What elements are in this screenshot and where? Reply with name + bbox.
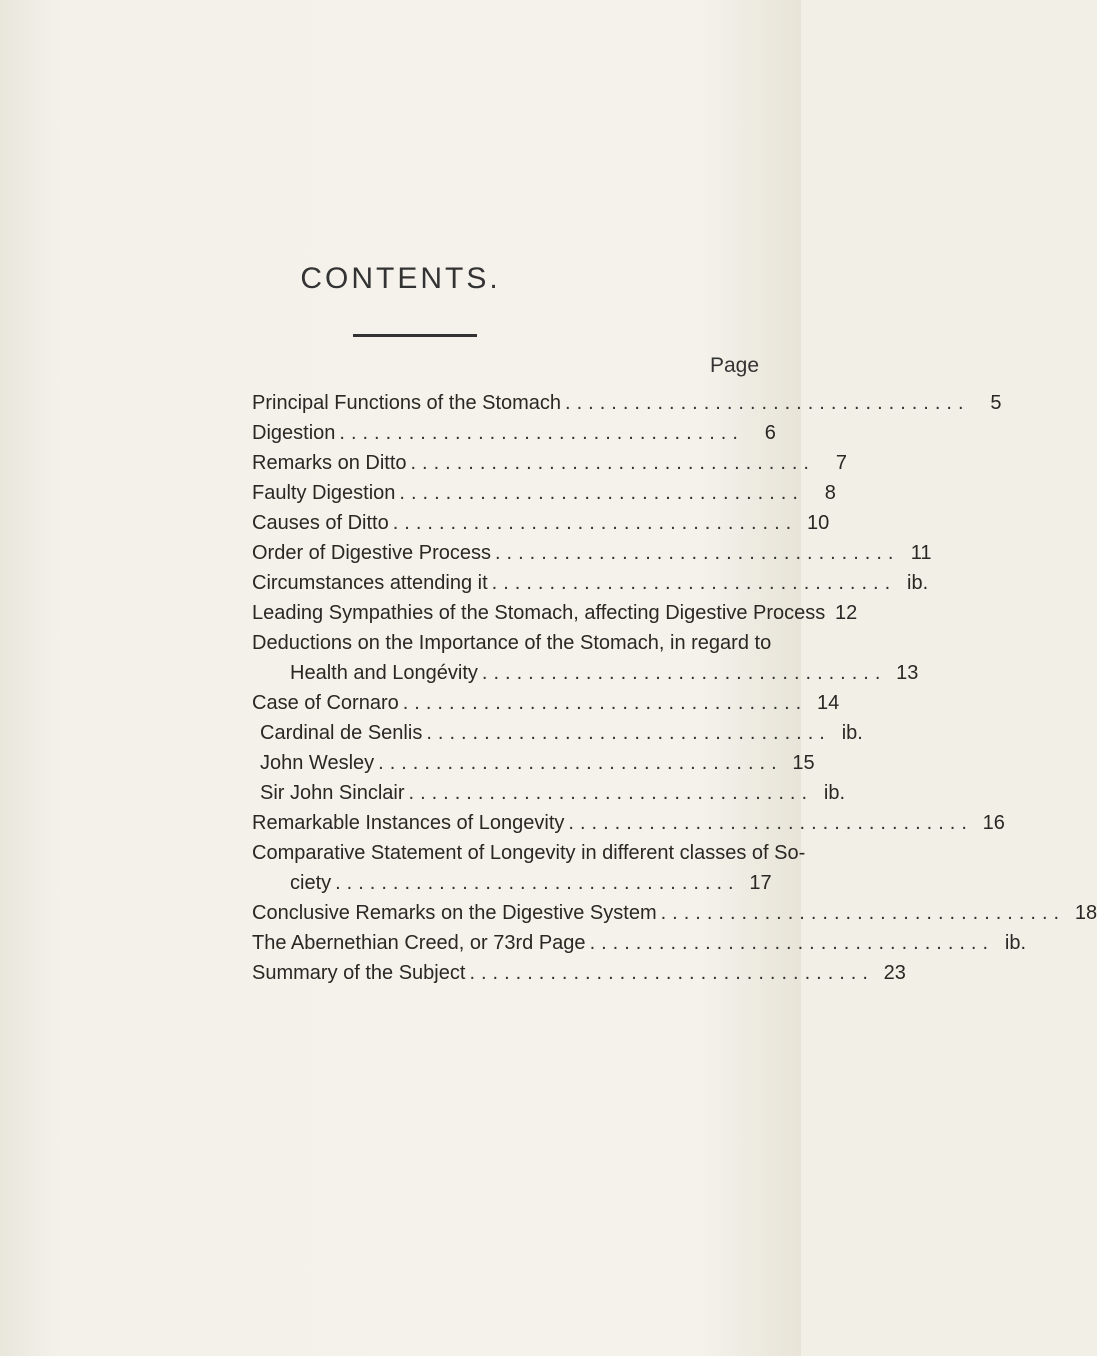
toc-entry-label: Circumstances attending it [252, 572, 488, 594]
page-column-label: Page [710, 354, 760, 377]
toc-entry-label: Deductions on the Importance of the Stomach, in regard to [252, 632, 772, 654]
toc-entry [252, 452, 847, 482]
toc-entry [252, 392, 1002, 422]
toc-entry-page: 18 [1074, 902, 1097, 924]
toc-entry-label: Order of Digestive Process [252, 542, 491, 564]
dot-leader: ................................... [494, 542, 900, 564]
dot-leader: ................................... [402, 692, 808, 714]
toc-entry [252, 632, 772, 662]
dot-leader: ................................... [408, 782, 813, 804]
dot-leader: ................................... [491, 572, 897, 594]
toc-entry-label: Summary of the Subject [252, 962, 466, 984]
dot-leader: ................................... [660, 902, 1066, 924]
toc-entry [252, 482, 836, 512]
dot-leader: ................................... [568, 812, 973, 834]
toc-entry-label: Causes of Ditto [252, 512, 389, 534]
dot-leader: ................................... [426, 722, 831, 744]
toc-entry-page: 12 [835, 602, 858, 624]
toc-entry-page: 15 [792, 752, 815, 774]
toc-entry-label: Case of Cornaro [252, 692, 399, 714]
toc-entry [252, 602, 858, 632]
toc-entry [252, 512, 830, 542]
dot-leader: ................................... [378, 752, 783, 774]
dot-leader: ................................... [469, 962, 874, 984]
toc-entry [252, 542, 932, 572]
toc-entry-label: Cardinal de Senlis [260, 722, 423, 744]
toc-entry-page: 16 [982, 812, 1005, 834]
toc-entry-label: Remarks on Ditto [252, 452, 407, 474]
toc-entry-page: 13 [896, 662, 919, 684]
toc-entry-page: 7 [835, 452, 847, 474]
toc-entry-label: Sir John Sinclair [260, 782, 405, 804]
dot-leader: ................................... [392, 512, 798, 534]
toc-entry-page: ib. [907, 572, 929, 594]
toc-entry-page: 8 [824, 482, 836, 504]
toc-entry-page: ib. [823, 782, 845, 804]
toc-entry-label: Faulty Digestion [252, 482, 396, 504]
toc-entry-label: Digestion [252, 422, 336, 444]
dot-leader: ................................... [481, 662, 887, 684]
toc-entry [252, 962, 906, 992]
toc-entry-label: Comparative Statement of Longevity in different classes of So- [252, 842, 806, 864]
toc-entry-label: Principal Functions of the Stomach [252, 392, 562, 414]
toc-entry-label: John Wesley [260, 752, 375, 774]
toc-entry [252, 422, 776, 452]
toc-entry-continuation [290, 662, 919, 692]
dot-leader: ................................... [589, 932, 995, 954]
dot-leader: ................................... [399, 482, 804, 504]
toc-entry [252, 692, 840, 722]
toc-entry-page: 14 [816, 692, 840, 714]
toc-entry-label: Health and Longévity [290, 662, 478, 684]
toc-entry-page: 11 [910, 542, 932, 564]
dot-leader: ................................... [335, 872, 740, 894]
dot-leader: ................................... [339, 422, 744, 444]
toc-entry-label: Remarkable Instances of Longevity [252, 812, 565, 834]
toc-entry [252, 902, 1097, 932]
toc-entry-label: ciety [290, 872, 332, 894]
toc-entry-page: 6 [764, 422, 776, 444]
toc-entry-continuation [290, 872, 772, 902]
toc-entry-page: 10 [806, 512, 830, 534]
toc-entry-page: ib. [841, 722, 863, 744]
toc-entry-label: Conclusive Remarks on the Digestive System [252, 902, 657, 924]
toc-entry-page: 23 [883, 962, 906, 984]
toc-entry-page: 17 [749, 872, 772, 894]
toc-entry-page: 5 [990, 392, 1002, 414]
toc-entry-label: Leading Sympathies of the Stomach, affecting Digestive Process [252, 602, 826, 624]
toc-entry [252, 782, 845, 812]
contents-heading: CONTENTS. [300, 262, 501, 295]
toc-entry-label: The Abernethian Creed, or 73rd Page [252, 932, 586, 954]
toc-entry [252, 932, 1027, 962]
toc-entry [252, 752, 815, 782]
toc-entry-page: ib. [1004, 932, 1027, 954]
dot-leader: ................................... [565, 392, 970, 414]
dot-leader: ................................... [410, 452, 815, 474]
toc-entry [252, 812, 1005, 842]
toc-entry [252, 842, 806, 872]
toc-entry [252, 722, 863, 752]
toc-entry [252, 572, 929, 602]
